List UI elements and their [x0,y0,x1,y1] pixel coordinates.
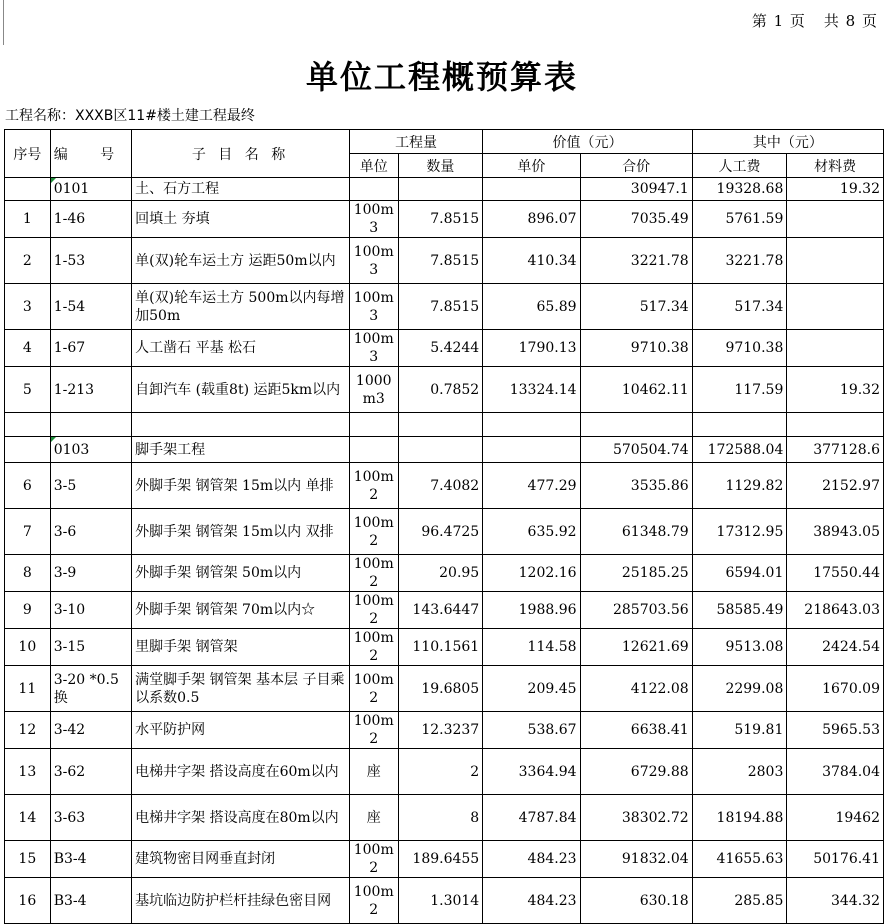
cell-labor: 117.59 [692,367,787,413]
table-row [5,509,884,555]
cell-qty [398,437,483,463]
budget-table [4,129,884,924]
cell-seq [5,437,51,463]
cell-name: 基坑临边防护栏杆挂绿色密目网 [132,878,350,924]
cell-labor: 9710.38 [692,330,787,367]
cell-labor: 19328.68 [692,178,787,201]
cell-unit: 100m2 [349,463,398,509]
cell-note-marker [51,178,56,183]
cell-material [787,238,884,284]
cell-code: 3-42 [50,712,131,749]
cell-code: 3-6 [50,509,131,555]
cell-labor: 5761.59 [692,201,787,238]
table-row [5,592,884,629]
table-row [5,463,884,509]
cell-name: 单(双)轮车运土方 运距50m以内 [132,238,350,284]
header-quantity-group: 工程量 [349,130,482,154]
cell-name: 电梯井字架 搭设高度在80m以内 [132,795,350,841]
cell-unit-price: 410.34 [483,238,580,284]
cell-seq [5,413,51,437]
cell-total: 570504.74 [580,437,692,463]
cell-unit: 1000m3 [349,367,398,413]
header-unit-price: 单价 [483,154,580,178]
cell-unit-price: 65.89 [483,284,580,330]
cell-unit [349,413,398,437]
cell-seq: 1 [5,201,51,238]
cell-total: 10462.11 [580,367,692,413]
cell-code: 0103 [50,437,131,463]
page-total: 共 8 页 [823,12,878,30]
cell-seq: 6 [5,463,51,509]
cell-code: 3-10 [50,592,131,629]
cell-unit: 100m2 [349,841,398,878]
cell-qty: 189.6455 [398,841,483,878]
cell-unit-price: 896.07 [483,201,580,238]
cell-seq: 11 [5,666,51,712]
cell-name: 外脚手架 钢管架 70m以内☆ [132,592,350,629]
header-name: 子 目 名 称 [132,130,350,178]
cell-unit-price: 209.45 [483,666,580,712]
cell-name: 电梯井字架 搭设高度在60m以内 [132,749,350,795]
cell-labor: 2299.08 [692,666,787,712]
table-row [5,238,884,284]
cell-unit-price: 484.23 [483,841,580,878]
cell-qty: 2 [398,749,483,795]
cell-code: 1-67 [50,330,131,367]
cell-code: 1-53 [50,238,131,284]
cell-unit-price: 3364.94 [483,749,580,795]
cell-total: 630.18 [580,878,692,924]
table-row [5,878,884,924]
cell-unit-price: 4787.84 [483,795,580,841]
cell-name: 单(双)轮车运土方 500m以内每增加50m [132,284,350,330]
project-name: 工程名称：XXXB区11#楼土建工程最终 [5,108,255,124]
cell-unit-price: 1988.96 [483,592,580,629]
cell-labor: 9513.08 [692,629,787,666]
table-row [5,367,884,413]
table-body [5,178,884,924]
cell-labor: 58585.49 [692,592,787,629]
cell-code [50,413,131,437]
cell-qty: 7.4082 [398,463,483,509]
table-row [5,795,884,841]
cell-unit: 100m3 [349,330,398,367]
cell-material [787,330,884,367]
cell-total: 7035.49 [580,201,692,238]
blank-row [5,413,884,437]
cell-total: 6729.88 [580,749,692,795]
cell-code: 3-20 *0.5换 [50,666,131,712]
cell-code: 3-9 [50,555,131,592]
cell-labor [692,413,787,437]
cell-qty: 8 [398,795,483,841]
cell-unit: 座 [349,795,398,841]
cell-total: 30947.1 [580,178,692,201]
header-qty: 数量 [398,154,483,178]
cell-seq: 7 [5,509,51,555]
cell-qty: 0.7852 [398,367,483,413]
cell-qty: 1.3014 [398,878,483,924]
cell-labor: 41655.63 [692,841,787,878]
header-seq: 序号 [5,130,51,178]
cell-name: 建筑物密目网垂直封闭 [132,841,350,878]
header-material: 材料费 [787,154,884,178]
cell-code: 3-63 [50,795,131,841]
cell-material [787,413,884,437]
cell-seq: 8 [5,555,51,592]
cell-seq: 13 [5,749,51,795]
cell-total: 4122.08 [580,666,692,712]
cell-labor: 3221.78 [692,238,787,284]
cell-unit: 100m2 [349,555,398,592]
table-row [5,330,884,367]
cell-unit: 100m2 [349,592,398,629]
cell-name: 外脚手架 钢管架 50m以内 [132,555,350,592]
page-number: 第 1 页 [751,12,806,30]
cell-unit: 100m3 [349,238,398,284]
cell-name: 回填土 夯填 [132,201,350,238]
cell-material: 38943.05 [787,509,884,555]
cell-seq: 4 [5,330,51,367]
section-row [5,437,884,463]
cell-code: 0101 [50,178,131,201]
cell-labor: 2803 [692,749,787,795]
cell-material: 19.32 [787,178,884,201]
report-title: 单位工程概预算表 [305,58,578,96]
cell-unit-price: 484.23 [483,878,580,924]
cell-unit [349,178,398,201]
cell-seq: 3 [5,284,51,330]
cell-total: 6638.41 [580,712,692,749]
section-row [5,178,884,201]
cell-unit [349,437,398,463]
cell-unit-price: 13324.14 [483,367,580,413]
cell-code: B3-4 [50,878,131,924]
table-row [5,201,884,238]
cell-total: 61348.79 [580,509,692,555]
cell-labor: 6594.01 [692,555,787,592]
cell-total: 38302.72 [580,795,692,841]
cell-seq: 12 [5,712,51,749]
header-total: 合价 [580,154,692,178]
cell-code: B3-4 [50,841,131,878]
cell-total: 3535.86 [580,463,692,509]
page-left-border [3,0,4,45]
cell-labor: 1129.82 [692,463,787,509]
cell-name: 外脚手架 钢管架 15m以内 单排 [132,463,350,509]
cell-seq: 14 [5,795,51,841]
cell-unit-price: 114.58 [483,629,580,666]
cell-code: 1-54 [50,284,131,330]
cell-name: 外脚手架 钢管架 15m以内 双排 [132,509,350,555]
header-unit: 单位 [349,154,398,178]
cell-qty: 7.8515 [398,238,483,284]
cell-unit-price: 1790.13 [483,330,580,367]
cell-unit-price: 477.29 [483,463,580,509]
table-row [5,629,884,666]
cell-seq: 15 [5,841,51,878]
cell-name: 土、石方工程 [132,178,350,201]
cell-code: 3-62 [50,749,131,795]
cell-labor: 172588.04 [692,437,787,463]
cell-unit: 100m3 [349,201,398,238]
table-row [5,555,884,592]
cell-total: 12621.69 [580,629,692,666]
cell-qty: 143.6447 [398,592,483,629]
cell-seq: 2 [5,238,51,284]
table-header [5,130,884,178]
cell-qty: 12.3237 [398,712,483,749]
cell-material: 17550.44 [787,555,884,592]
cell-code: 1-213 [50,367,131,413]
cell-unit: 100m3 [349,284,398,330]
cell-qty: 19.6805 [398,666,483,712]
cell-labor: 18194.88 [692,795,787,841]
header-labor: 人工费 [692,154,787,178]
cell-material: 19462 [787,795,884,841]
cell-total [580,413,692,437]
cell-material: 377128.6 [787,437,884,463]
cell-seq: 5 [5,367,51,413]
cell-total: 285703.56 [580,592,692,629]
cell-name: 人工凿石 平基 松石 [132,330,350,367]
cell-qty: 110.1561 [398,629,483,666]
cell-unit: 100m2 [349,666,398,712]
cell-material: 3784.04 [787,749,884,795]
page-number-header [734,10,878,31]
cell-material: 218643.03 [787,592,884,629]
cell-name [132,413,350,437]
cell-material: 5965.53 [787,712,884,749]
cell-material: 344.32 [787,878,884,924]
cell-unit-price: 1202.16 [483,555,580,592]
cell-qty: 7.8515 [398,201,483,238]
cell-material: 50176.41 [787,841,884,878]
cell-unit-price: 538.67 [483,712,580,749]
table-row [5,749,884,795]
cell-unit: 100m2 [349,712,398,749]
cell-total: 25185.25 [580,555,692,592]
header-of-which: 其中（元） [692,130,883,154]
cell-labor: 517.34 [692,284,787,330]
cell-seq: 16 [5,878,51,924]
cell-total: 91832.04 [580,841,692,878]
cell-seq: 10 [5,629,51,666]
table-row [5,712,884,749]
cell-material [787,201,884,238]
cell-qty: 7.8515 [398,284,483,330]
cell-name: 满堂脚手架 钢管架 基本层 子目乘以系数0.5 [132,666,350,712]
cell-unit-price: 635.92 [483,509,580,555]
cell-unit: 座 [349,749,398,795]
cell-seq: 9 [5,592,51,629]
cell-code: 3-15 [50,629,131,666]
table-row [5,666,884,712]
table-row [5,284,884,330]
cell-unit-price [483,178,580,201]
cell-qty [398,178,483,201]
cell-note-marker [51,437,56,442]
cell-total: 9710.38 [580,330,692,367]
cell-name: 脚手架工程 [132,437,350,463]
cell-name: 自卸汽车 (载重8t) 运距5km以内 [132,367,350,413]
cell-qty: 96.4725 [398,509,483,555]
header-code: 编 号 [50,130,131,178]
cell-name: 里脚手架 钢管架 [132,629,350,666]
cell-labor: 17312.95 [692,509,787,555]
cell-total: 517.34 [580,284,692,330]
cell-qty: 5.4244 [398,330,483,367]
cell-code: 1-46 [50,201,131,238]
cell-seq [5,178,51,201]
cell-unit-price [483,437,580,463]
cell-unit: 100m2 [349,878,398,924]
cell-unit: 100m2 [349,509,398,555]
cell-unit-price [483,413,580,437]
table-row [5,841,884,878]
cell-qty: 20.95 [398,555,483,592]
header-price-group: 价值（元） [483,130,692,154]
cell-material: 2424.54 [787,629,884,666]
cell-labor: 519.81 [692,712,787,749]
cell-material: 19.32 [787,367,884,413]
cell-name: 水平防护网 [132,712,350,749]
cell-total: 3221.78 [580,238,692,284]
cell-unit: 100m2 [349,629,398,666]
cell-code: 3-5 [50,463,131,509]
cell-material: 1670.09 [787,666,884,712]
cell-qty [398,413,483,437]
cell-material [787,284,884,330]
cell-labor: 285.85 [692,878,787,924]
cell-material: 2152.97 [787,463,884,509]
